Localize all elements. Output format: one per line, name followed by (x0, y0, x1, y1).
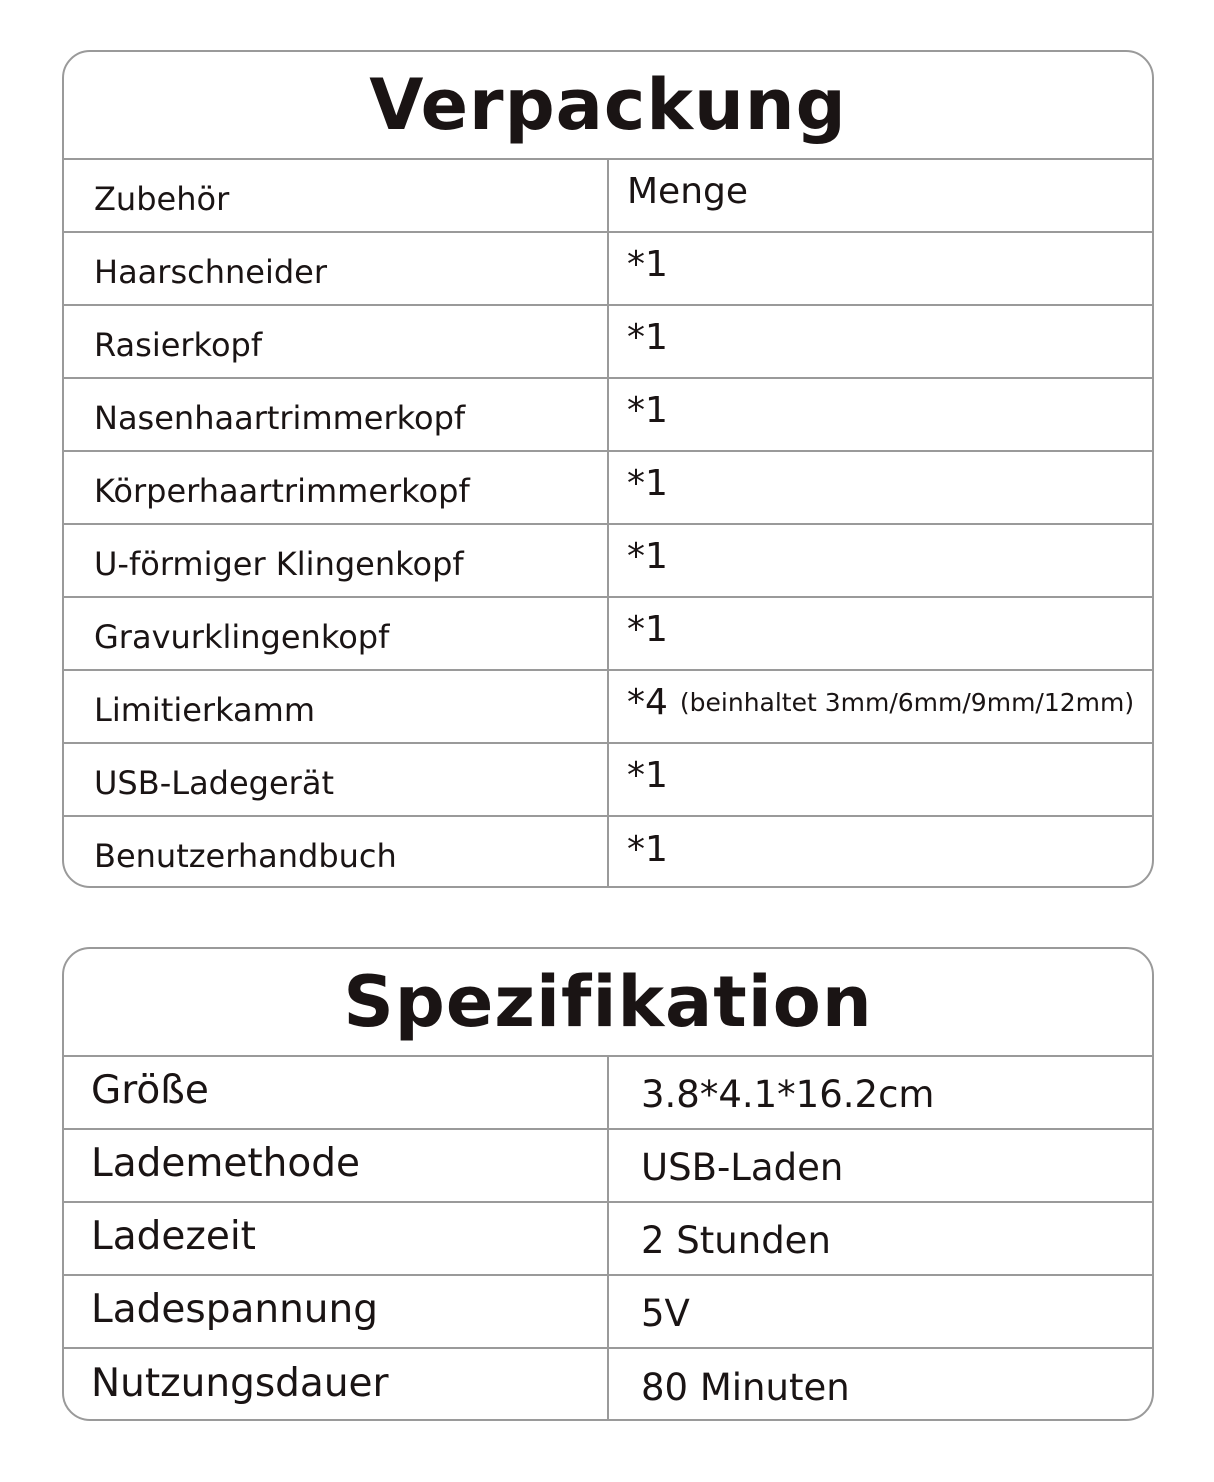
table-header-row (64, 160, 1152, 233)
qty-value: *1 (627, 609, 668, 650)
specs-table (62, 947, 1154, 1421)
table-row (64, 1130, 1152, 1203)
table-row (64, 817, 1152, 888)
table-row (64, 1203, 1152, 1276)
qty-value: *1 (627, 390, 668, 431)
item-name: USB-Ladegerät (64, 744, 609, 815)
item-qty (609, 306, 1152, 377)
item-name: Benutzerhandbuch (64, 817, 609, 888)
item-qty (609, 379, 1152, 450)
item-name: Rasierkopf (64, 306, 609, 377)
spec-value: USB-Laden (641, 1146, 844, 1189)
packaging-title: Verpackung (64, 52, 1152, 160)
item-name: Haarschneider (64, 233, 609, 304)
qty-value: *1 (627, 828, 668, 870)
item-qty (609, 452, 1152, 523)
qty-value: *1 (627, 463, 668, 504)
spec-label: Ladezeit (64, 1203, 609, 1274)
item-name: U-förmiger Klingenkopf (64, 525, 609, 596)
item-qty (609, 671, 1152, 742)
header-item: Zubehör (64, 160, 609, 231)
spec-value: 80 Minuten (641, 1365, 850, 1409)
table-row (64, 1057, 1152, 1130)
item-qty (609, 744, 1152, 815)
header-qty: Menge (627, 171, 749, 212)
spec-value: 2 Stunden (641, 1219, 831, 1262)
item-name: Nasenhaartrimmerkopf (64, 379, 609, 450)
table-row (64, 233, 1152, 306)
item-name: Gravurklingenkopf (64, 598, 609, 669)
spec-label: Nutzungsdauer (64, 1349, 609, 1421)
table-row (64, 306, 1152, 379)
qty-value: *1 (627, 244, 668, 285)
table-row (64, 671, 1152, 744)
table-row (64, 379, 1152, 452)
spec-label: Ladespannung (64, 1276, 609, 1347)
spec-value: 5V (641, 1292, 690, 1335)
qty-note: (beinhaltet 3mm/6mm/9mm/12mm) (679, 688, 1135, 717)
qty-value: *1 (627, 536, 668, 577)
table-row (64, 744, 1152, 817)
item-qty (609, 525, 1152, 596)
table-row (64, 1276, 1152, 1349)
table-row (64, 1349, 1152, 1421)
spec-value: 3.8*4.1*16.2cm (641, 1073, 935, 1116)
spec-label: Größe (64, 1057, 609, 1128)
qty-value: *4 (627, 682, 668, 723)
item-qty (609, 233, 1152, 304)
item-qty (609, 817, 1152, 888)
qty-value: *1 (627, 317, 668, 358)
table-row (64, 452, 1152, 525)
qty-value: *1 (627, 755, 668, 796)
table-row (64, 525, 1152, 598)
spec-label: Lademethode (64, 1130, 609, 1201)
item-qty (609, 598, 1152, 669)
item-name: Körperhaartrimmerkopf (64, 452, 609, 523)
packaging-table (62, 50, 1154, 888)
item-name: Limitierkamm (64, 671, 609, 742)
specs-title: Spezifikation (64, 949, 1152, 1057)
table-row (64, 598, 1152, 671)
